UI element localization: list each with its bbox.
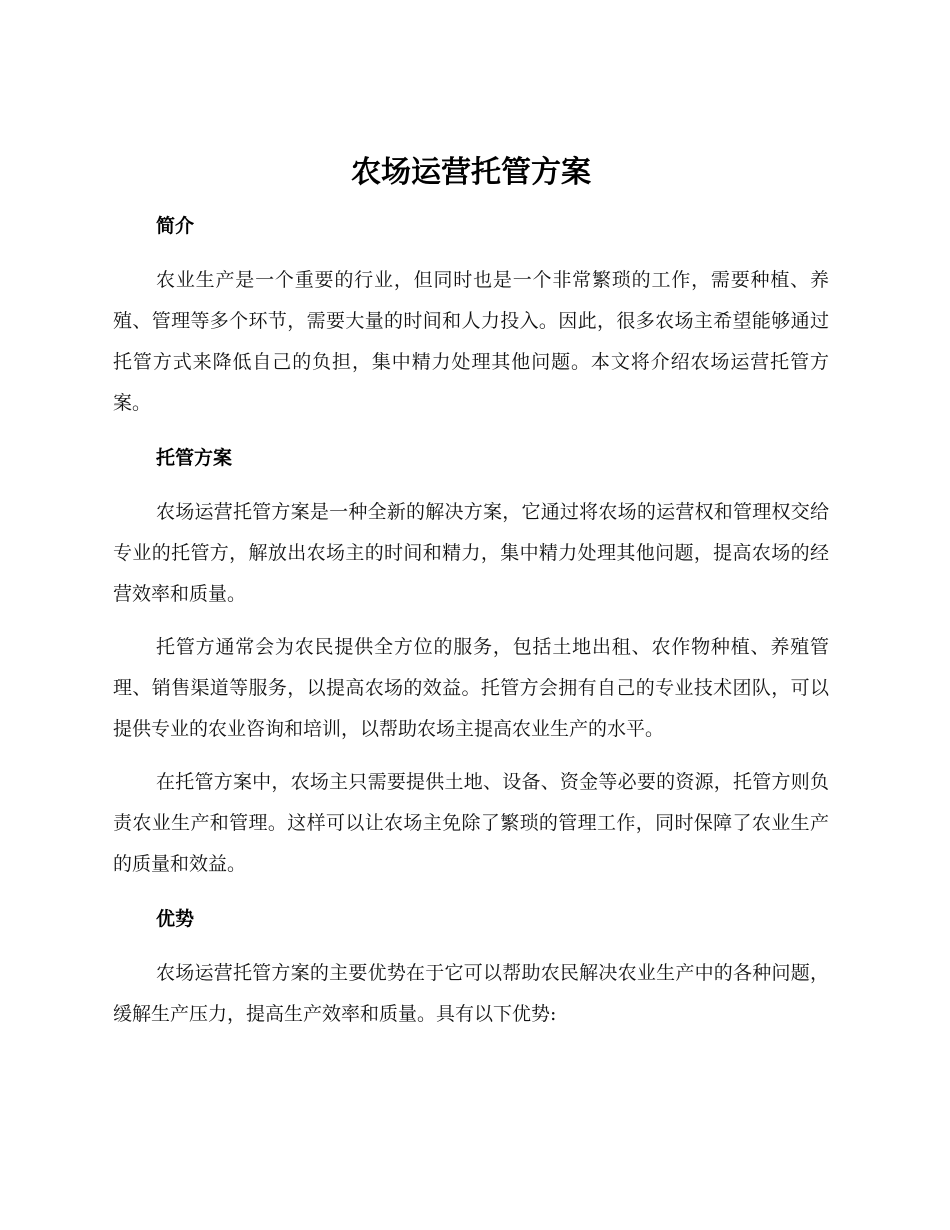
paragraph: 农业生产是一个重要的行业，但同时也是一个非常繁琐的工作，需要种植、养殖、管理等多个环节，需要大量的时间和人力投入。因此，很多农场主希望能够通过托管方式来降低自己的负担，集中精力处理其他问题。本文将介绍农场运营托管方案。 bbox=[113, 269, 829, 414]
document-body bbox=[113, 150, 829, 1035]
section-heading-intro: 简介 bbox=[156, 215, 195, 237]
paragraph: 农场运营托管方案的主要优势在于它可以帮助农民解决农业生产中的各种问题，缓解生产压力，提高生产效率和质量。具有以下优势: bbox=[113, 962, 829, 1025]
section-heading-advantages: 优势 bbox=[156, 908, 195, 930]
paragraph: 在托管方案中，农场主只需要提供土地、设备、资金等必要的资源，托管方则负责农业生产和管理。这样可以让农场主免除了繁琐的管理工作，同时保障了农业生产的质量和效益。 bbox=[113, 771, 829, 875]
paragraph: 托管方通常会为农民提供全方位的服务，包括土地出租、农作物种植、养殖管理、销售渠道等服务，以提高农场的效益。托管方会拥有自己的专业技术团队，可以提供专业的农业咨询和培训，以帮助农场主提高农业生产的水平。 bbox=[113, 636, 829, 740]
section-heading-plan: 托管方案 bbox=[156, 447, 233, 469]
document-title: 农场运营托管方案 bbox=[351, 155, 591, 190]
paragraph: 农场运营托管方案是一种全新的解决方案，它通过将农场的运营权和管理权交给专业的托管方，解放出农场主的时间和精力，集中精力处理其他问题，提高农场的经营效率和质量。 bbox=[113, 501, 829, 605]
